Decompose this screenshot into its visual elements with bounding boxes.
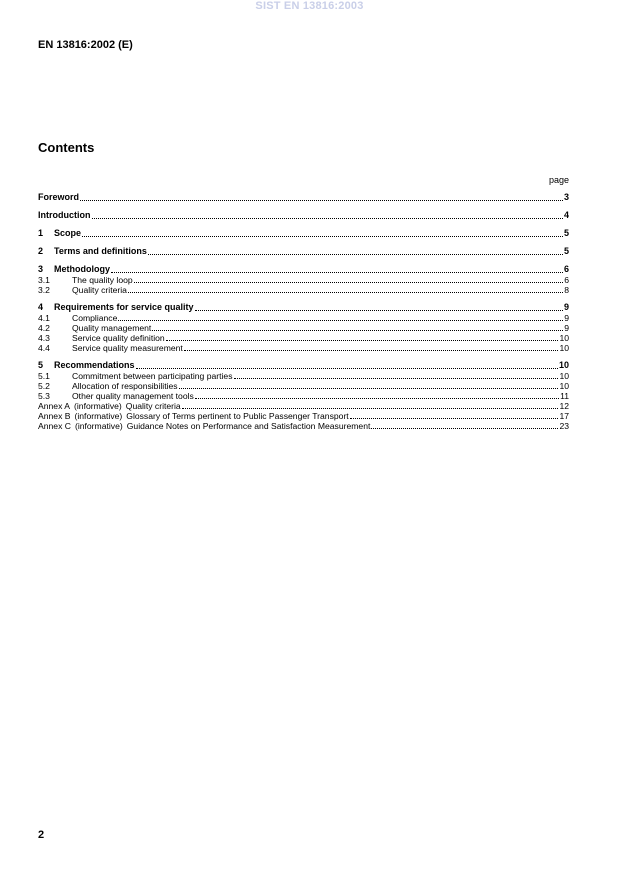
annex-kind: (informative) xyxy=(74,411,123,421)
toc-leader xyxy=(118,319,563,321)
toc-entry-commitment[interactable] xyxy=(38,371,569,381)
toc-entry-title: Recommendations xyxy=(54,360,135,370)
toc-entry-page: 5 xyxy=(563,228,569,238)
toc-entry-introduction[interactable] xyxy=(38,209,569,221)
toc-annex-b[interactable] xyxy=(38,411,569,421)
toc-entry-compliance[interactable] xyxy=(38,313,569,323)
document-id: EN 13816:2002 (E) xyxy=(38,39,133,51)
toc-entry-title: Other quality management tools xyxy=(72,391,194,401)
toc-entry-methodology[interactable] xyxy=(38,263,569,275)
toc-entry-number: 5.3 xyxy=(38,391,50,401)
toc-entry-page: 10 xyxy=(558,360,569,370)
toc-entry-page: 10 xyxy=(559,371,569,381)
toc-entry-number: 5 xyxy=(38,360,44,370)
toc-leader xyxy=(350,417,559,419)
toc-entry-page: 10 xyxy=(559,381,569,391)
toc-entry-quality-management[interactable] xyxy=(38,323,569,333)
page-title: Contents xyxy=(38,140,95,155)
toc-entry-page: 9 xyxy=(564,313,569,323)
toc-entry-number: 3 xyxy=(38,264,44,274)
toc-entry-page: 10 xyxy=(559,343,569,353)
toc-leader xyxy=(195,309,563,311)
toc-leader xyxy=(128,291,563,293)
annex-label: Annex C xyxy=(38,421,71,431)
annex-label: Annex B xyxy=(38,411,71,421)
toc-entry-number: 4.1 xyxy=(38,313,50,323)
toc-entry-title: Requirements for service quality xyxy=(54,302,194,312)
toc-entry-page: 6 xyxy=(563,264,569,274)
toc-entry-page: 9 xyxy=(564,323,569,333)
toc-leader xyxy=(152,329,563,331)
toc-entry-number: 4 xyxy=(38,302,44,312)
toc-entry-title: Foreword xyxy=(38,192,80,202)
toc-entry-quality-criteria[interactable] xyxy=(38,285,569,295)
page-number: 2 xyxy=(38,829,45,841)
toc-entry-number: 5.1 xyxy=(38,371,50,381)
toc-leader xyxy=(371,427,558,429)
toc-entry-page: 6 xyxy=(564,275,569,285)
toc-entry-quality-loop[interactable] xyxy=(38,275,569,285)
toc-leader xyxy=(148,253,563,255)
toc-leader xyxy=(179,387,559,389)
toc-leader xyxy=(92,217,563,219)
toc-entry-recommendations[interactable] xyxy=(38,359,569,371)
toc-leader xyxy=(234,377,559,379)
toc-entry-page: 3 xyxy=(563,192,569,202)
annex-kind: (informative) xyxy=(74,421,123,431)
toc-entry-other-tools[interactable] xyxy=(38,391,569,401)
toc-leader xyxy=(134,281,564,283)
annex-kind: (informative) xyxy=(74,401,122,411)
toc-entry-title: Compliance xyxy=(72,313,118,323)
toc-entry-title: Service quality definition xyxy=(72,333,165,343)
toc-entry-page: 8 xyxy=(564,285,569,295)
toc-entry-title: Quality criteria xyxy=(125,401,181,411)
toc-entry-page: 5 xyxy=(563,246,569,256)
table-of-contents xyxy=(38,191,569,431)
toc-entry-number: 3.1 xyxy=(38,275,50,285)
toc-entry-page: 17 xyxy=(559,411,569,421)
toc-entry-title: Guidance Notes on Performance and Satisfaction Measurement xyxy=(126,421,371,431)
toc-entry-page: 11 xyxy=(560,391,569,401)
toc-entry-terms[interactable] xyxy=(38,245,569,257)
toc-entry-foreword[interactable] xyxy=(38,191,569,203)
toc-leader xyxy=(111,271,563,273)
toc-entry-page: 10 xyxy=(559,333,569,343)
toc-entry-requirements[interactable] xyxy=(38,301,569,313)
toc-entry-title: Terms and definitions xyxy=(54,246,147,256)
toc-leader xyxy=(80,199,563,201)
toc-leader xyxy=(136,367,558,369)
toc-entry-service-quality-definition[interactable] xyxy=(38,333,569,343)
toc-leader xyxy=(195,397,559,399)
toc-annex-c[interactable] xyxy=(38,421,569,431)
toc-entry-title: Quality criteria xyxy=(72,285,127,295)
toc-leader xyxy=(166,339,559,341)
toc-entry-page: 4 xyxy=(563,210,569,220)
toc-entry-title: Methodology xyxy=(54,264,110,274)
watermark: SIST EN 13816:2003 xyxy=(255,0,364,12)
page-column-label: page xyxy=(548,175,569,185)
toc-entry-number: 4.4 xyxy=(38,343,50,353)
toc-entry-page: 9 xyxy=(563,302,569,312)
annex-label: Annex A xyxy=(38,401,71,411)
toc-entry-title: The quality loop xyxy=(72,275,133,285)
toc-leader xyxy=(184,349,559,351)
toc-entry-title: Quality management xyxy=(72,323,152,333)
toc-annex-a[interactable] xyxy=(38,401,569,411)
toc-entry-service-quality-measurement[interactable] xyxy=(38,343,569,353)
toc-entry-number: 1 xyxy=(38,228,44,238)
toc-entry-title: Service quality measurement xyxy=(72,343,183,353)
toc-leader xyxy=(182,407,559,409)
toc-entry-page: 23 xyxy=(559,421,569,431)
toc-entry-number: 4.2 xyxy=(38,323,50,333)
toc-entry-title: Allocation of responsibilities xyxy=(72,381,178,391)
toc-entry-number: 3.2 xyxy=(38,285,50,295)
toc-entry-page: 12 xyxy=(559,401,569,411)
toc-entry-allocation[interactable] xyxy=(38,381,569,391)
toc-entry-title: Commitment between participating parties xyxy=(72,371,233,381)
toc-entry-title: Glossary of Terms pertinent to Public Passenger Transport xyxy=(126,411,349,421)
toc-entry-scope[interactable] xyxy=(38,227,569,239)
toc-entry-title: Scope xyxy=(54,228,82,238)
toc-entry-title: Introduction xyxy=(38,210,91,220)
toc-entry-number: 5.2 xyxy=(38,381,50,391)
toc-entry-number: 4.3 xyxy=(38,333,50,343)
toc-leader xyxy=(82,235,563,237)
toc-entry-number: 2 xyxy=(38,246,44,256)
